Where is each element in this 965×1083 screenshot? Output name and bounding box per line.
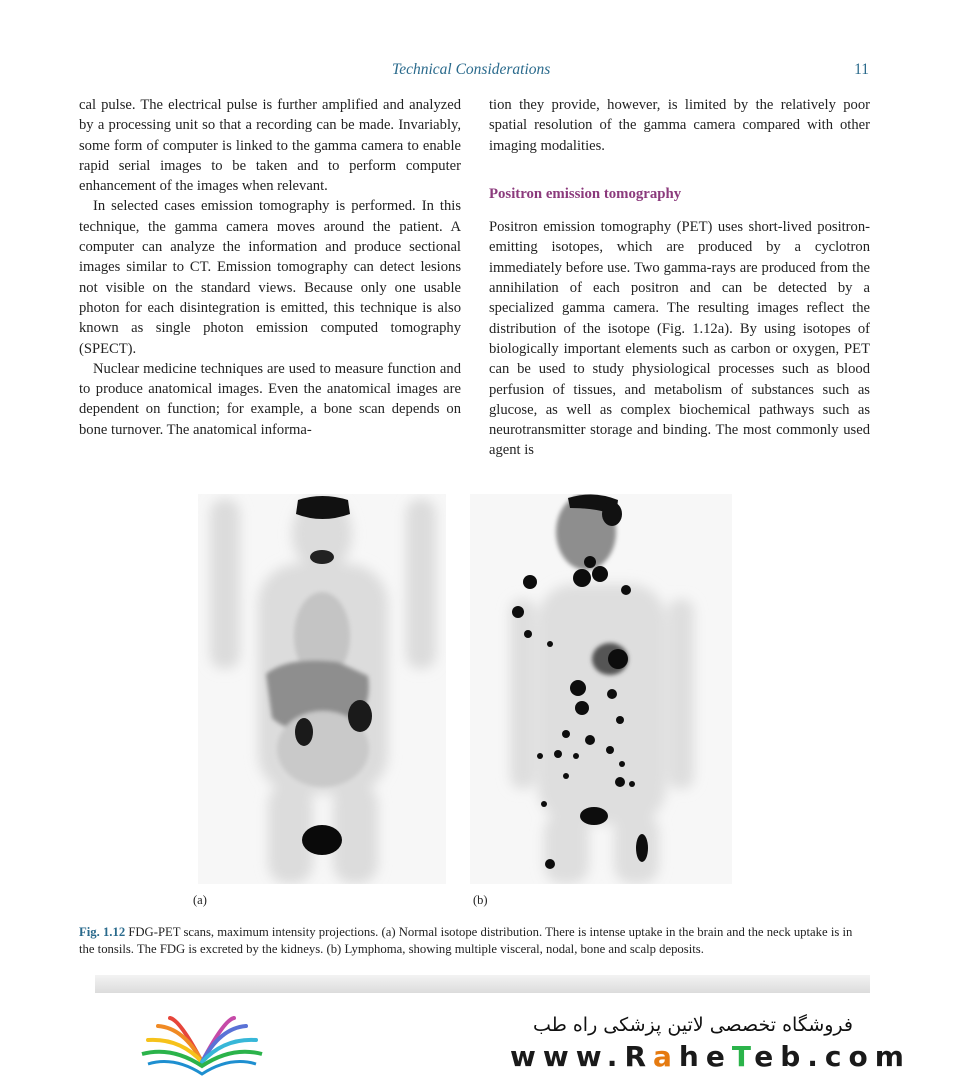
left-paragraph-2: In selected cases emission tomography is performed. In this technique, the gamma camera moves around the patient. A computer can analyze the information and produce sectional images similar to CT. Emission tomography can detect lesions not visible on the standard views. Because only one usable photon for each disintegration is emitted, this technique is also known as single photon emission computed tomography (SPECT). (79, 198, 461, 357)
right-continuation: tion they provide, however, is limited by the relatively poor spatial resolution of the gamma camera compared with other imaging modalities. (489, 97, 870, 154)
page-number: 11 (854, 61, 869, 78)
figure-number: Fig. 1.12 (79, 925, 126, 939)
left-column (79, 95, 461, 440)
right-paragraph: Positron emission tomography (PET) uses short-lived positron-emitting isotopes, which are produced by a cyclotron immediately before use. Two gamma-rays are produced from the annihilation of each positron and can be detected by a specialized gamma camera. The resulting images reflect the distribution of the isotope (Fig. 1.12a). By using isotopes of biologically important elements such as carbon or oxygen, PET can be used to study physiological processes such as blood perfusion of tissues, and metabolism of substances such as glucose, as well as complex biochemical pathways such as neurotransmitter storage and binding. The most commonly used agent is (489, 219, 870, 459)
figure-label-a: (a) (193, 893, 207, 907)
figure-caption-text: FDG-PET scans, maximum intensity projections. (a) Normal isotope distribution. There is intense uptake in the brain and the neck uptake is in the tonsils. The FDG is excreted by the kidneys. (b) Lymphoma, showing multiple visceral, nodal, bone and scalp deposits. (79, 925, 853, 956)
open-book-rainbow-icon (140, 1010, 265, 1078)
url-letter-a: a (653, 1040, 679, 1073)
figure-caption (79, 924, 869, 958)
url-letter-e1: e (705, 1040, 732, 1073)
figure-pet-scans (190, 490, 740, 890)
section-heading: Positron emission tomography (489, 185, 682, 202)
url-letter-h: h (678, 1040, 706, 1073)
pet-scan-lymphoma-image (470, 494, 732, 884)
store-name: فروشگاه تخصصی لاتین پزشکی راه طب (533, 1014, 853, 1036)
url-prefix: www. (510, 1040, 625, 1073)
caption-shadow-bar (95, 975, 870, 993)
url-suffix: .com (807, 1040, 911, 1073)
running-head (0, 61, 965, 83)
store-url (510, 1040, 911, 1073)
url-letter-r: R (624, 1040, 654, 1073)
running-head-title: Technical Considerations (392, 61, 551, 78)
figure-label-b: (b) (473, 893, 488, 907)
url-letter-b: b (780, 1040, 808, 1073)
url-letter-e2: e (754, 1040, 781, 1073)
pet-scan-normal-image (198, 494, 446, 884)
left-paragraph-3: Nuclear medicine techniques are used to measure function and to produce anatomical images. Even the anatomical images are dependent on function; for example, a bone scan depends on bone turnover. The anatomical informa- (79, 360, 461, 438)
left-paragraph-1: cal pulse. The electrical pulse is further amplified and analyzed by a processing unit so that a recording can be made. Invariably, some form of computer is linked to the gamma camera to enable rapid serial images to be taken and to perform computer enhancement of the images when relevant. (79, 97, 461, 195)
right-column (489, 95, 870, 461)
url-letter-t: T (731, 1040, 755, 1073)
